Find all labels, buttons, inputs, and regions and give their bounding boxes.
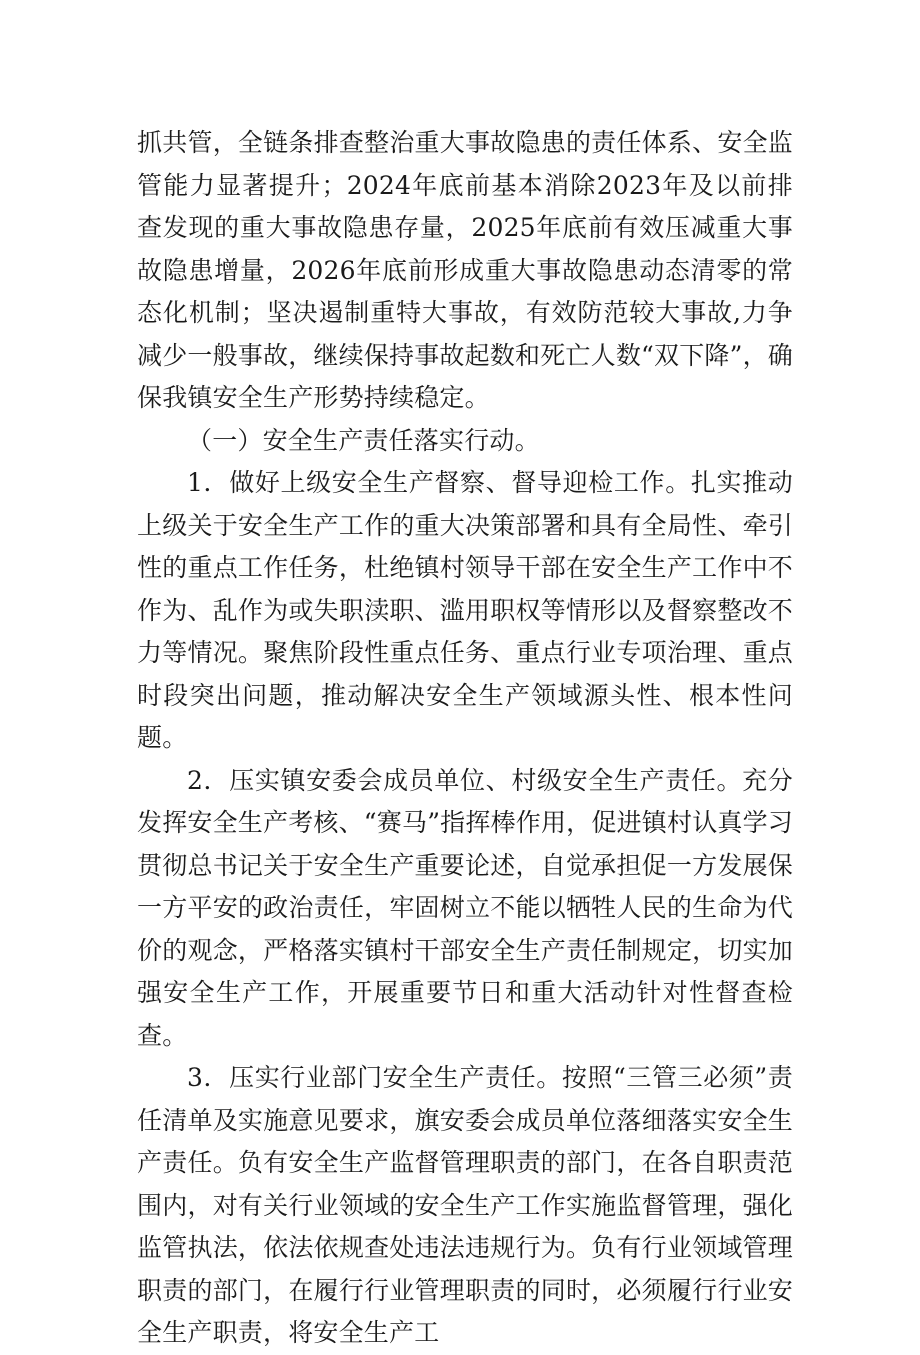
paragraph-item-1: 1．做好上级安全生产督察、督导迎检工作。扎实推动上级关于安全生产工作的重大决策部署和具有全局性、牵引性的重点工作任务，杜绝镇村领导干部在安全生产工作中不作为、乱作为或失职渎职、滥用职权等情形以及督察整改不力等情况。聚焦阶段性重点任务、重点行业专项治理、重点时段突出问题，推动解决安全生产领域源头性、根本性问题。 <box>137 468 793 752</box>
paragraph-item-3: 3．压实行业部门安全生产责任。按照“三管三必须”责任清单及实施意见要求，旗安委会成员单位落细落实安全生产责任。负有安全生产监督管理职责的部门，在各自职责范围内，对有关行业领域的安全生产工作实施监督管理，强化监管执法，依法依规查处违法违规行为。负有行业领域管理职责的部门，在履行行业管理职责的同时，必须履行行业安全生产职责，将安全生产工 <box>137 1063 793 1347</box>
paragraph-item-2: 2．压实镇安委会成员单位、村级安全生产责任。充分发挥安全生产考核、“赛马”指挥棒作用，促进镇村认真学习贯彻总书记关于安全生产重要论述，自觉承担促一方发展保一方平安的政治责任，牢固树立不能以牺牲人民的生命为代价的观念，严格落实镇村干部安全生产责任制规定，切实加强安全生产工作，开展重要节日和重大活动针对性督查检查。 <box>137 765 793 1050</box>
document-body <box>137 122 793 1355</box>
paragraph-continuation: 抓共管，全链条排查整治重大事故隐患的责任体系、安全监管能力显著提升；2024年底前基本消除2023年及以前排查发现的重大事故隐患存量，2025年底前有效压减重大事故隐患增量，2026年底前形成重大事故隐患动态清零的常态化机制；坚决遏制重特大事故，有效防范较大事故,力争减少一般事故，继续保持事故起数和死亡人数“双下降”，确保我镇安全生产形势持续稳定。 <box>137 128 793 412</box>
section-heading: （一）安全生产责任落实行动。 <box>187 425 540 455</box>
